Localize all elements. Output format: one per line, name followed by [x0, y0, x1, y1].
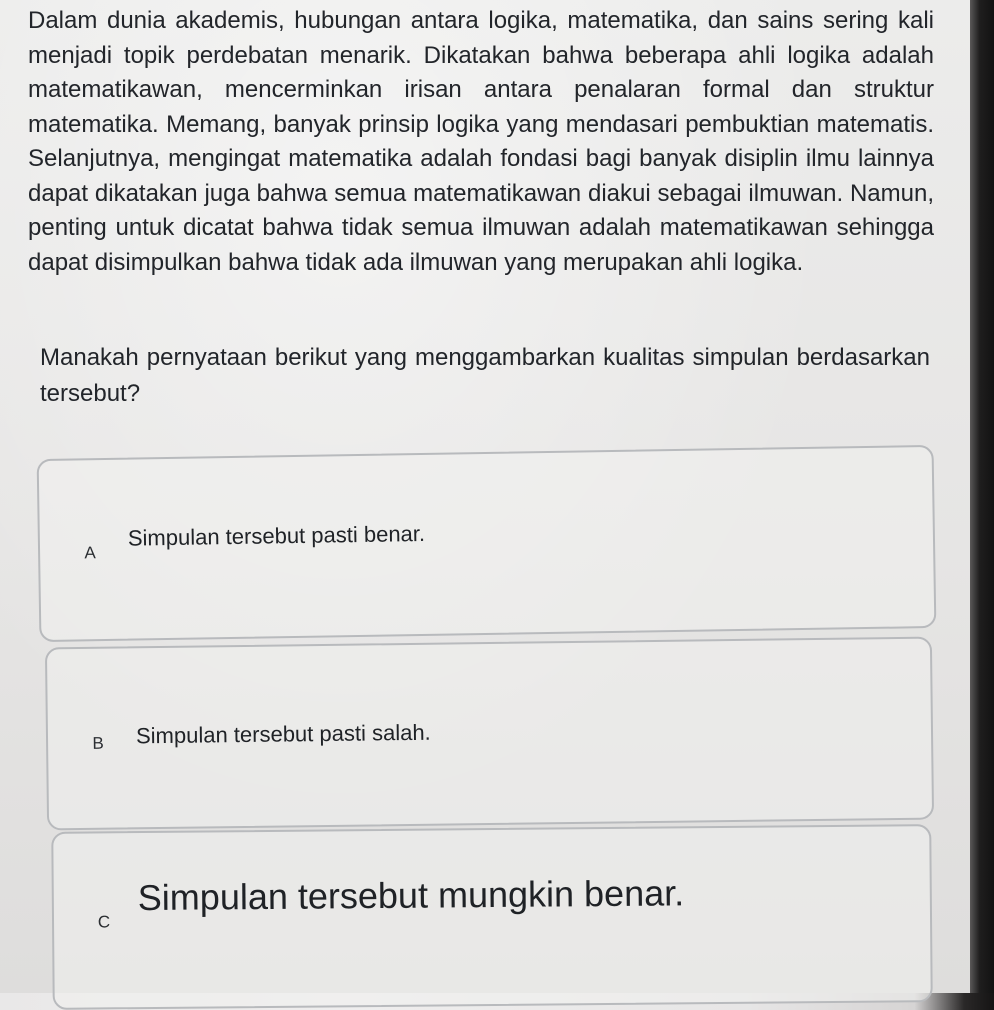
option-a[interactable] — [37, 445, 937, 642]
option-c[interactable] — [51, 824, 933, 1010]
question-prompt: Manakah pernyataan berikut yang menggambarkan kualitas simpulan berdasarkan tersebut? — [40, 344, 930, 407]
option-c-text: Simpulan tersebut mungkin benar. — [137, 872, 685, 919]
option-a-text: Simpulan tersebut pasti benar. — [127, 520, 426, 551]
option-c-letter: C — [97, 912, 111, 932]
option-b-letter: B — [92, 733, 104, 753]
option-b[interactable] — [45, 637, 934, 831]
question-passage: Dalam dunia akademis, hubungan antara logika, matematika, dan sains sering kali menjadi topik perdebatan menarik. Dikatakan bahwa beberapa ahli logika adalah matematikawan, mencerminkan irisan antara penalaran formal dan struktur matematika. Memang, banyak prinsip logika yang mendasari pembuktian matematis. Selanjutnya, mengingat matematika adalah fondasi bagi banyak disiplin ilmu lainnya dapat dikatakan juga bahwa semua matematikawan diakui sebagai ilmuwan. Namun, penting untuk dicatat bahwa tidak semua ilmuwan adalah matematikawan sehingga dapat disimpulkan bahwa tidak ada ilmuwan yang merupakan ahli logika. — [28, 7, 934, 276]
option-b-text: Simpulan tersebut pasti salah. — [135, 719, 431, 748]
option-a-letter: A — [84, 542, 96, 562]
device-bezel — [970, 0, 994, 993]
